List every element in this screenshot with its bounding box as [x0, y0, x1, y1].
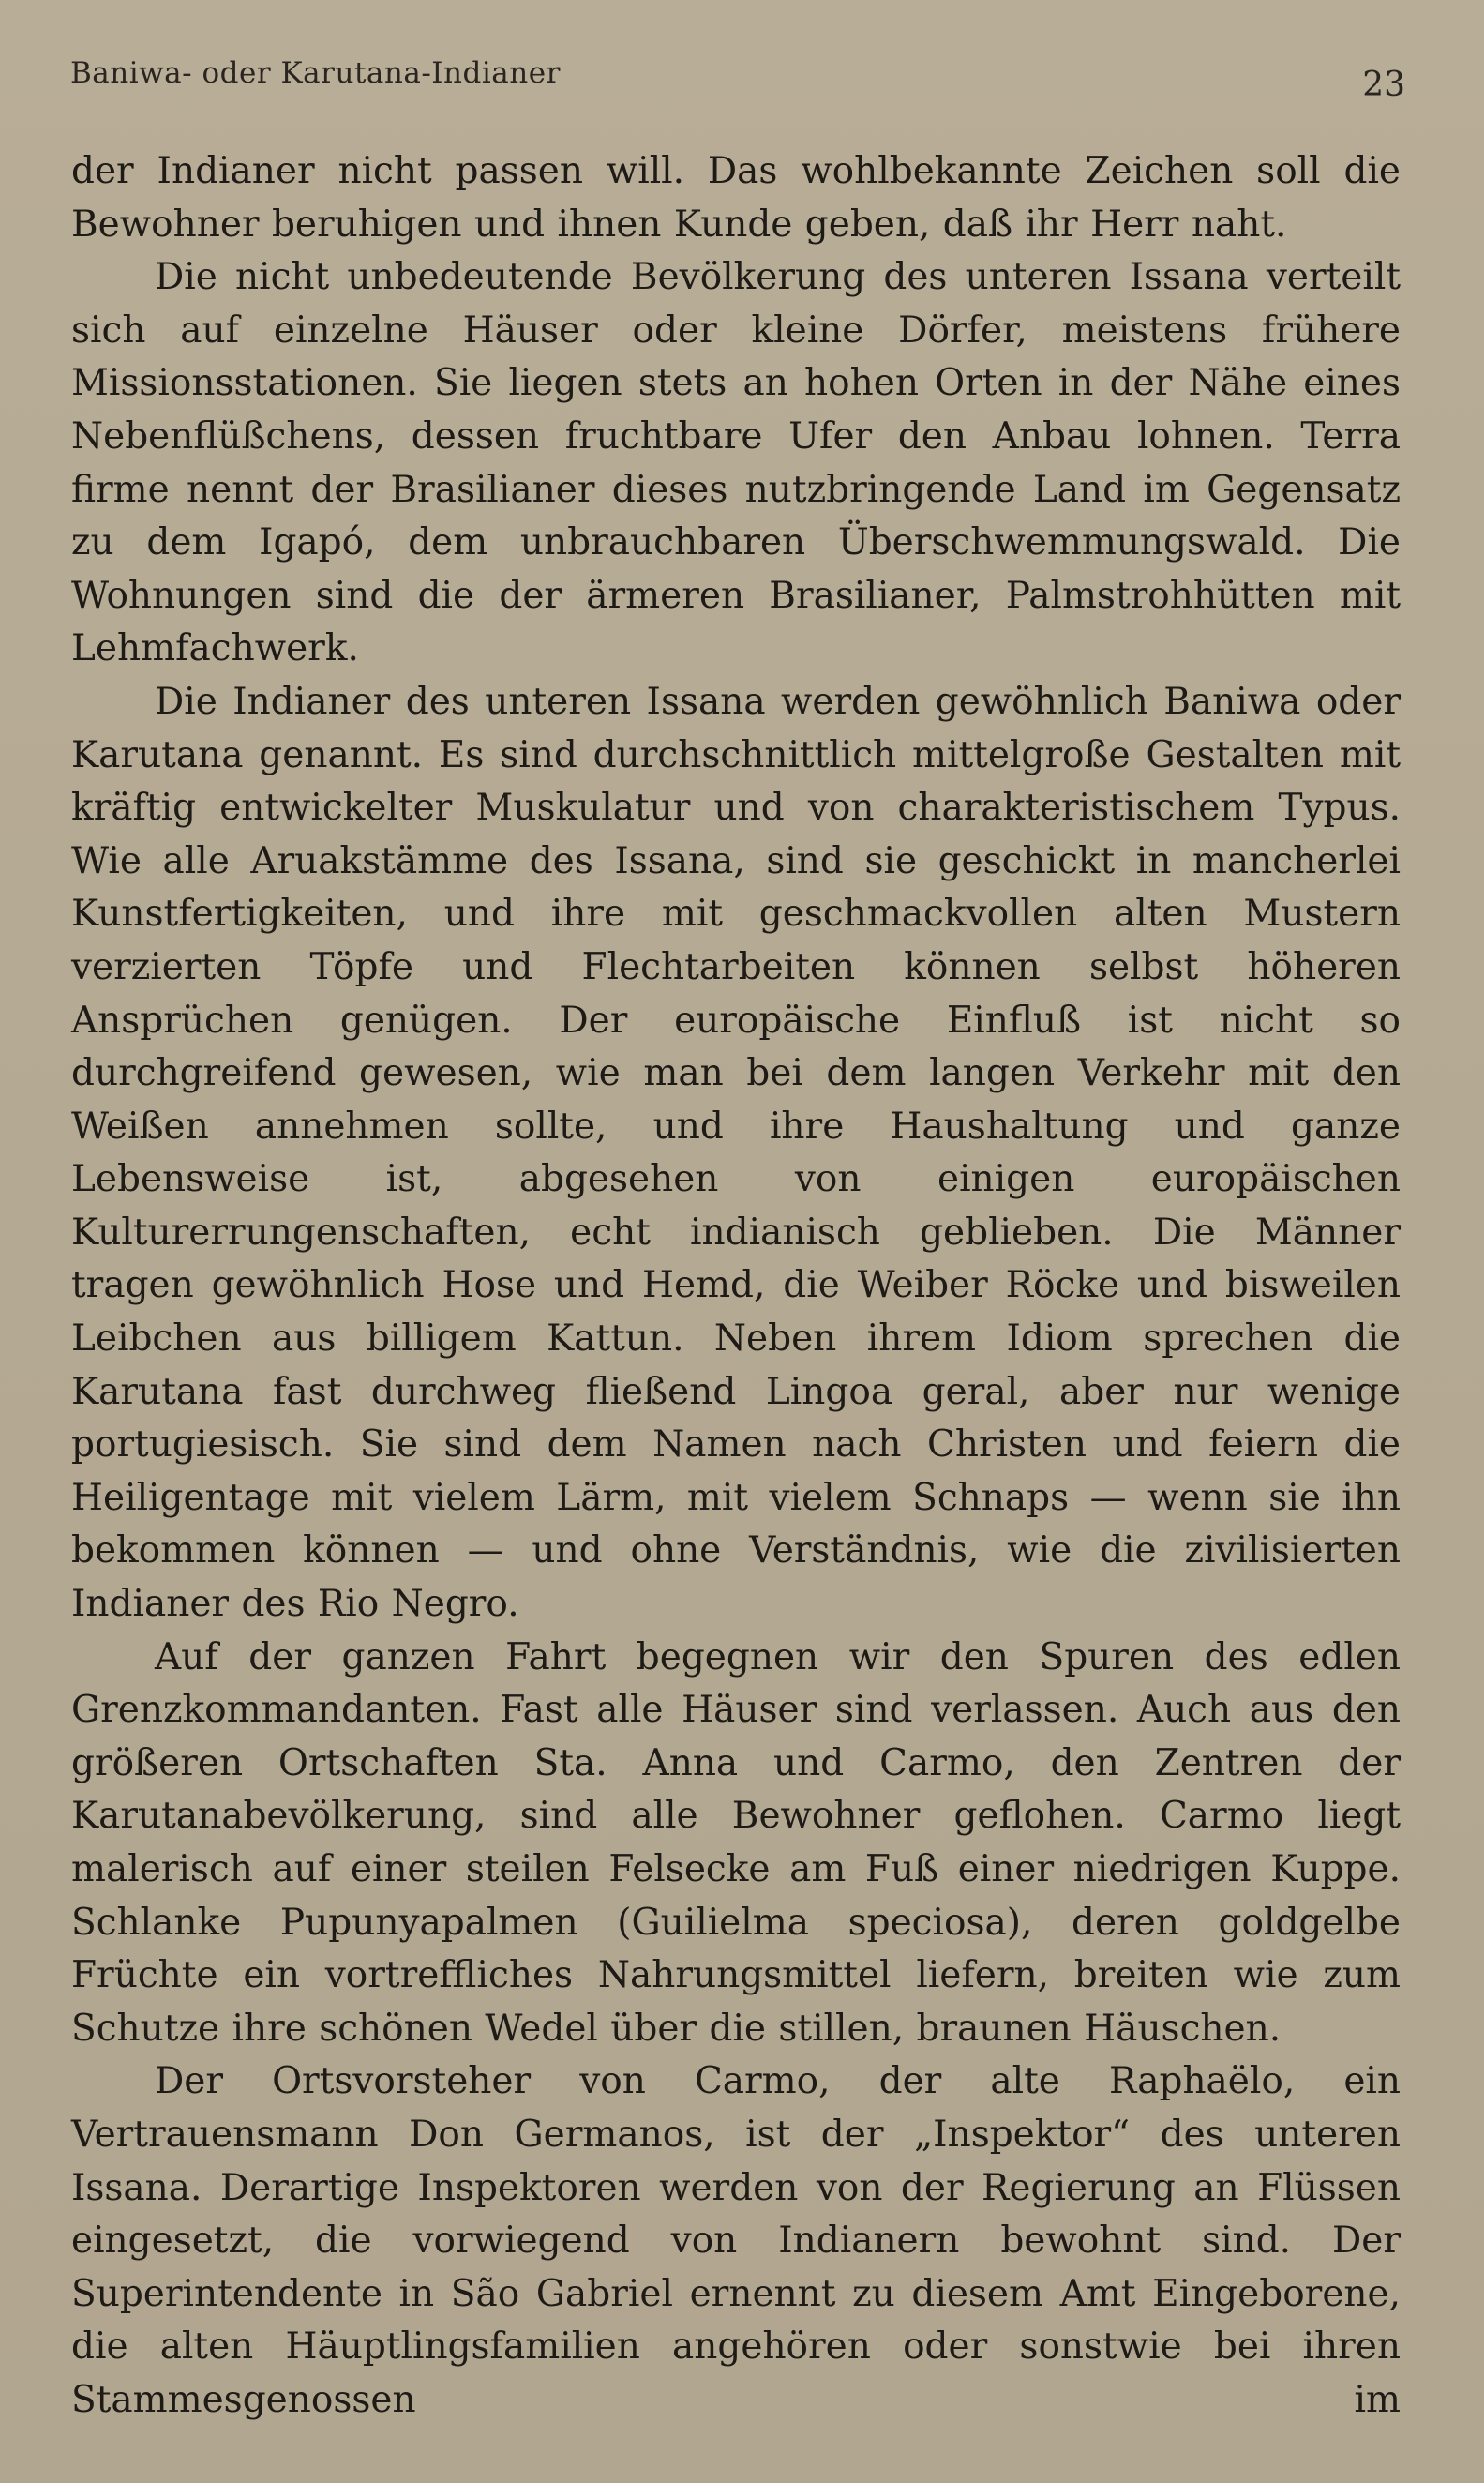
page-number: 23 [1362, 66, 1405, 104]
paragraph: Die Indianer des unteren Issana werden gewöhnlich Baniwa oder Karutana genannt. Es sind durchschnittlich mittelgroße Gestalten mit kräftig entwickelter Muskulatur und von charakteristischem Typus. Wie alle Aruakstämme des Issana, sind sie geschickt in mancherlei Kunstfertigkeiten, und ihre mit geschmackvollen alten Mustern verzierten Töpfe und Flechtarbeiten können selbst höheren Ansprüchen genügen. Der europäische Einfluß ist nicht so durchgreifend gewesen, wie man bei dem langen Verkehr mit den Weißen annehmen sollte, und ihre Haushaltung und ganze Lebensweise ist, abgesehen von einigen europäischen Kulturerrungenschaften, echt indianisch geblieben. Die Männer tragen gewöhnlich Hose und Hemd, die Weiber Röcke und bisweilen Leibchen aus billigem Kattun. Neben ihrem Idiom sprechen die Karutana fast durchweg fließend Lingoa geral, aber nur wenige portugiesisch. Sie sind dem Namen nach Christen und feiern die Heiligentage mit vielem Lärm, mit vielem Schnaps — wenn sie ihn bekommen können — und ohne Verständnis, wie die zivilisierten Indianer des Rio Negro. [71, 680, 1401, 1626]
paragraph: Die nicht unbedeutende Bevölkerung des unteren Issana verteilt sich auf einzelne Häuser oder kleine Dörfer, meistens frühere Missionsstationen. Sie liegen stets an hohen Orten in der Nähe eines Nebenflüßchens, dessen fruchtbare Ufer den Anbau lohnen. Terra firme nennt der Brasilianer dieses nutzbringende Land im Gegensatz zu dem Igapó, dem unbrauchbaren Überschwemmungswald. Die Wohnungen sind die der ärmeren Brasilianer, Palmstrohhütten mit Lehmfachwerk. [71, 256, 1401, 670]
paragraph: Auf der ganzen Fahrt begegnen wir den Spuren des edlen Grenzkommandanten. Fast alle Häuser sind verlassen. Auch aus den größeren Ortschaften Sta. Anna und Carmo, den Zentren der Karutanabevölkerung, sind alle Bewohner geflohen. Carmo liegt malerisch auf einer steilen Felsecke am Fuß einer niedrigen Kuppe. Schlanke Pupunyapalmen (Guilielma speciosa), deren goldgelbe Früchte ein vortreffliches Nahrungsmittel liefern, breiten wie zum Schutze ihre schönen Wedel über die stillen, braunen Häuschen. [71, 1635, 1401, 2050]
paragraph: Der Ortsvorsteher von Carmo, der alte Raphaëlo, ein Vertrauensmann Don Germanos, ist der „Inspektor“ des unteren Issana. Derartige Inspektoren werden von der Regierung an Flüssen eingesetzt, die vorwiegend von Indianern bewohnt sind. Der Superintendente in São Gabriel ernennt zu diesem Amt Eingeborene, die alten Häuptlingsfamilien angehören oder sonstwie bei ihren Stammesgenossen im [71, 2060, 1401, 2421]
paragraph: der Indianer nicht passen will. Das wohlbekannte Zeichen soll die Bewohner beruhigen und ihnen Kunde geben, daß ihr Herr naht. [71, 150, 1401, 246]
body-text [71, 145, 1401, 2428]
running-title: Baniwa- oder Karutana-Indianer [70, 56, 561, 90]
